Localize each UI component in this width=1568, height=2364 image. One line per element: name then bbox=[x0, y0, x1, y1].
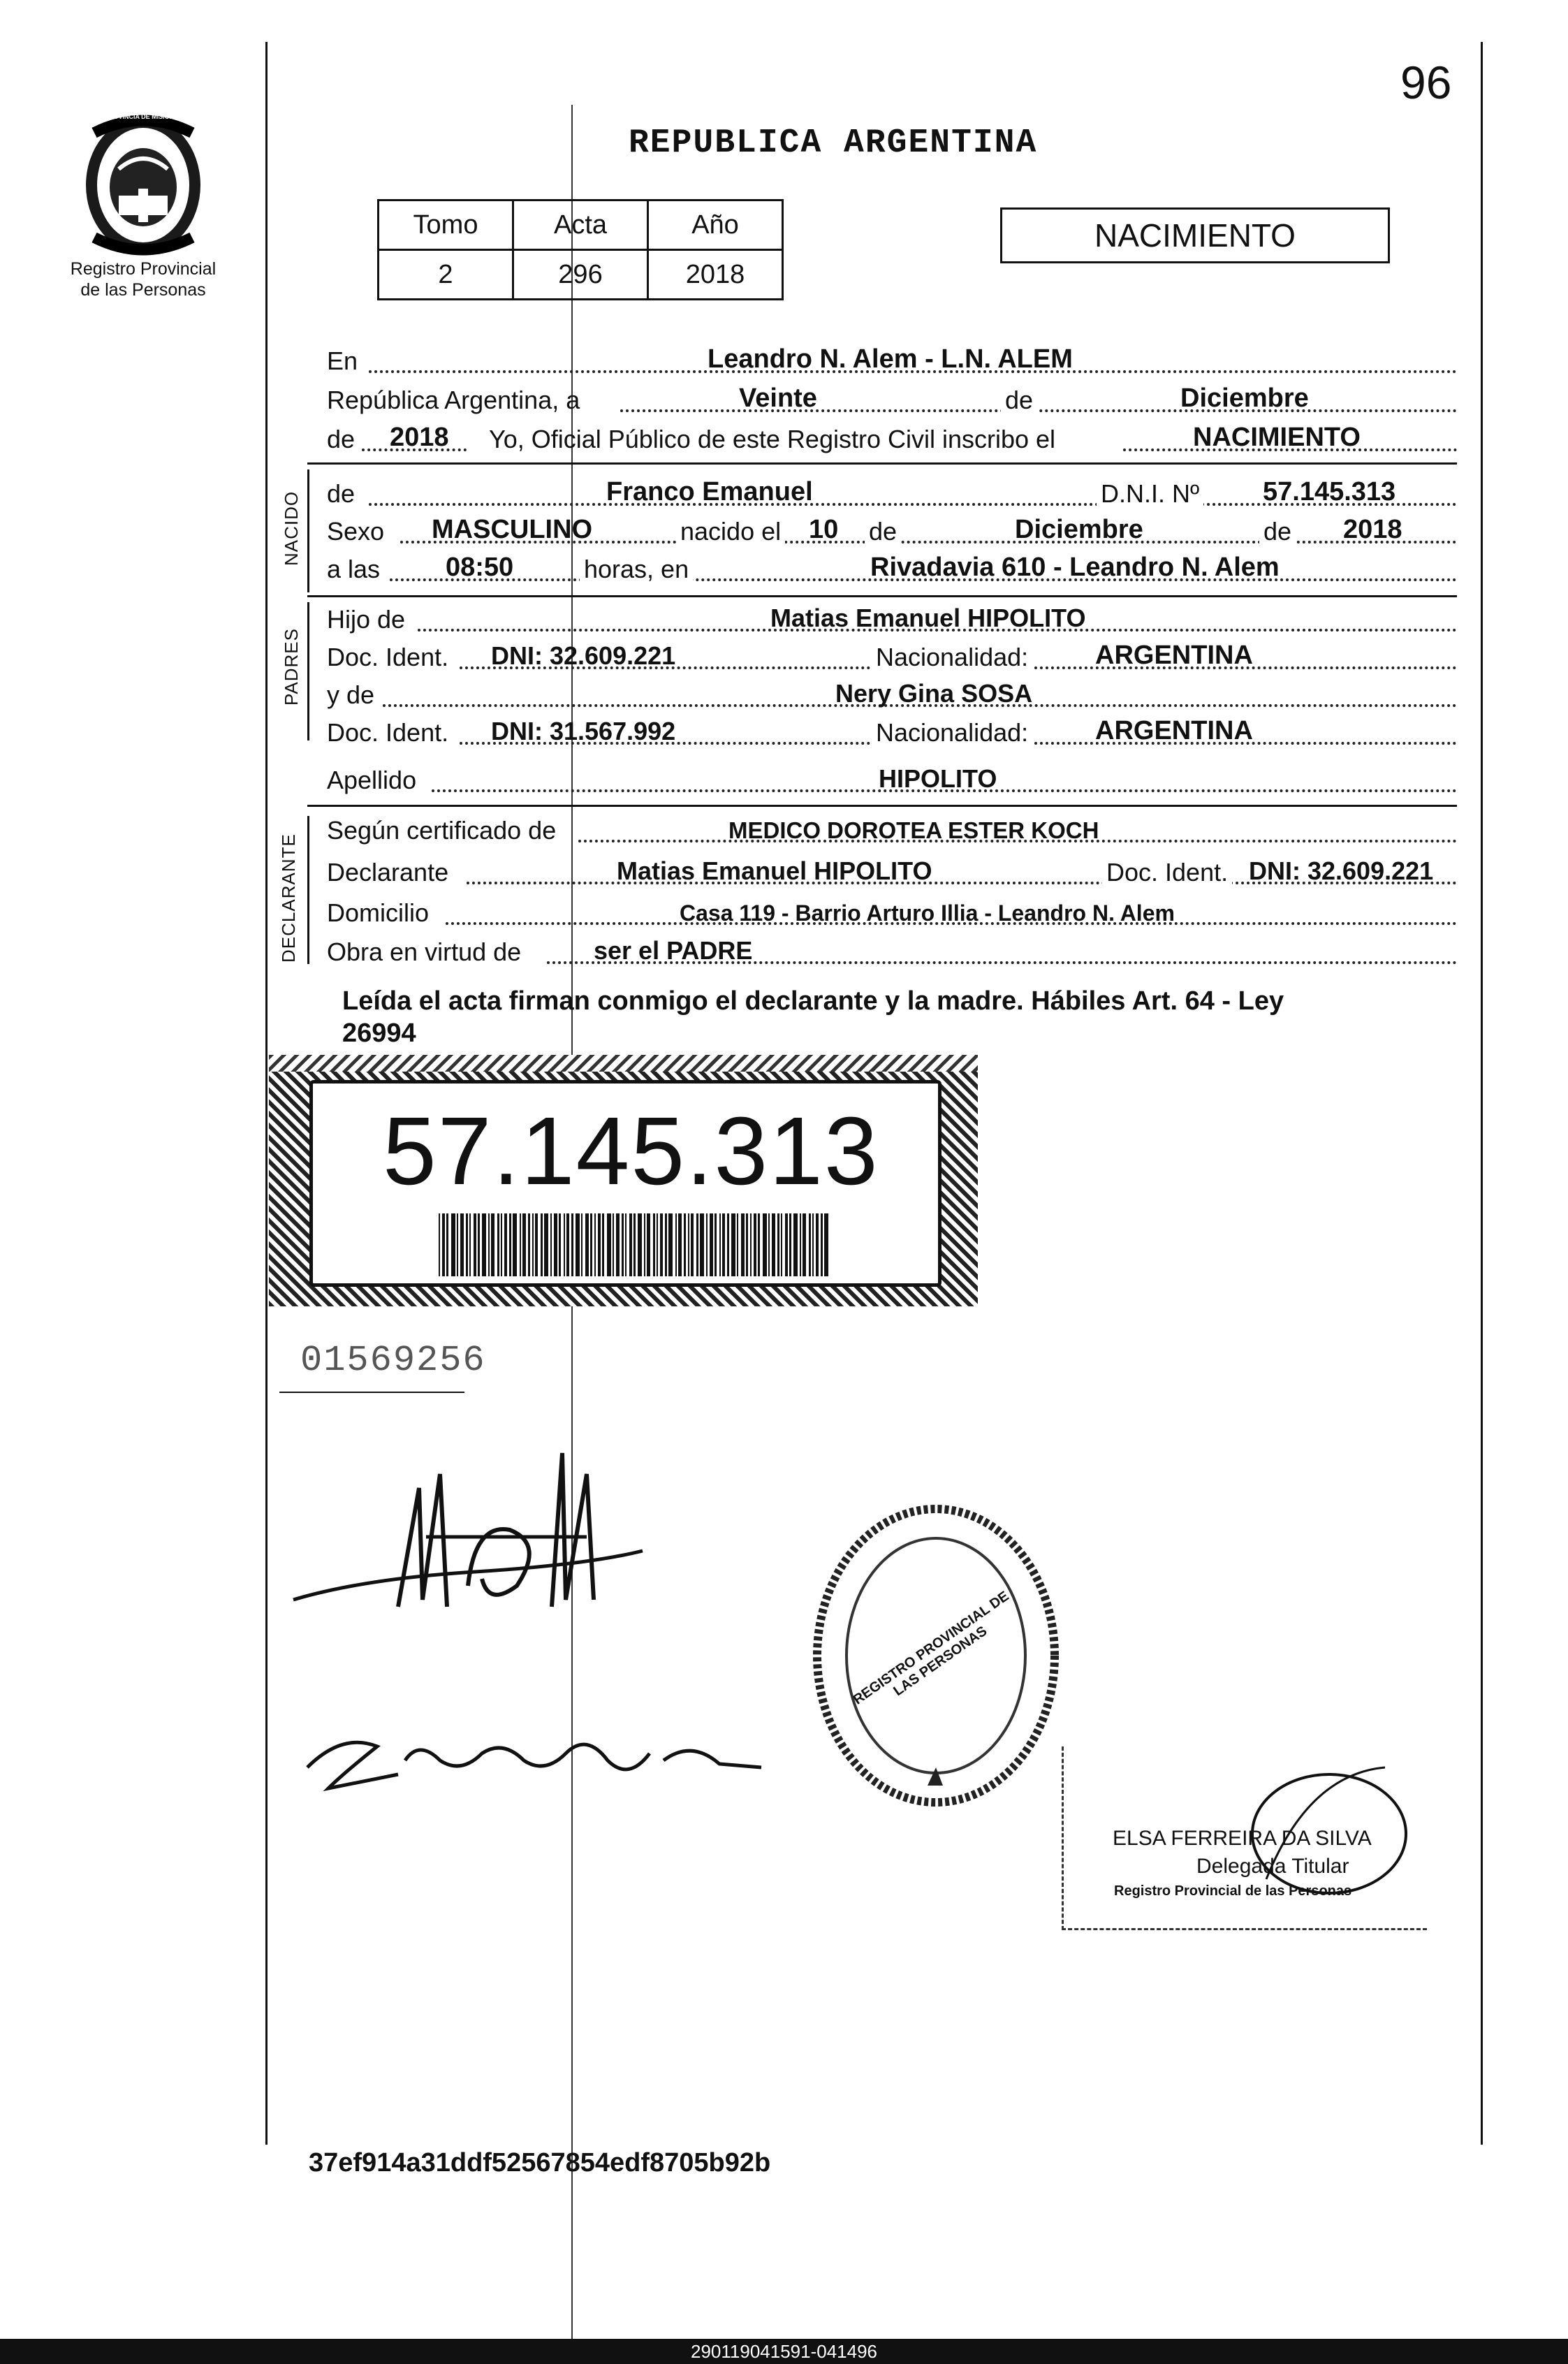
barcode-bar bbox=[824, 1213, 828, 1276]
barcode-bar bbox=[812, 1213, 814, 1276]
barcode-bar bbox=[613, 1213, 614, 1276]
label-declarante: Declarante bbox=[327, 858, 449, 886]
footer-code: 290119041591-041496 bbox=[690, 2341, 877, 2362]
barcode-bar bbox=[758, 1213, 760, 1276]
value-birth-month: Diciembre bbox=[1015, 515, 1143, 544]
label-sexo: Sexo bbox=[327, 517, 385, 546]
barcode-bar bbox=[684, 1213, 686, 1276]
value-month: Diciembre bbox=[1180, 384, 1309, 413]
barcode-bar bbox=[457, 1213, 458, 1276]
barcode-bar bbox=[789, 1213, 791, 1276]
barcode-bar bbox=[754, 1213, 756, 1276]
section-bracket-padres bbox=[307, 602, 309, 740]
row-mother-doc bbox=[327, 714, 1457, 753]
row-declarante bbox=[327, 854, 1457, 893]
section-declarante-label: DECLARANTE bbox=[278, 833, 299, 963]
barcode-bar bbox=[688, 1213, 689, 1276]
barcode-bar bbox=[777, 1213, 779, 1276]
table-value-acta: 296 bbox=[513, 250, 648, 300]
barcode-bar bbox=[675, 1213, 677, 1276]
barcode-bar bbox=[731, 1213, 735, 1276]
label-horas: horas, en bbox=[580, 555, 693, 584]
value-place: Leandro N. Alem - L.N. ALEM bbox=[708, 344, 1073, 374]
barcode-bar bbox=[598, 1213, 601, 1276]
label-obra: Obra en virtud de bbox=[327, 937, 522, 966]
value-father-doc: DNI: 32.609.221 bbox=[491, 641, 676, 670]
serial-number: 01569256 bbox=[300, 1340, 486, 1381]
divider bbox=[307, 805, 1457, 807]
value-mother-name: Nery Gina SOSA bbox=[835, 679, 1033, 708]
value-birth-day: 10 bbox=[809, 515, 839, 544]
table-header-tomo: Tomo bbox=[379, 200, 513, 250]
barcode-bar bbox=[564, 1213, 565, 1276]
row-apellido bbox=[327, 761, 1457, 801]
barcode-bar bbox=[482, 1213, 486, 1276]
barcode-bar bbox=[781, 1213, 782, 1276]
value-birth-place: Rivadavia 610 - Leandro N. Alem bbox=[870, 553, 1280, 582]
section-nacido-label: NACIDO bbox=[281, 490, 302, 566]
barcode-bar bbox=[520, 1213, 521, 1276]
divider bbox=[307, 462, 1457, 465]
dni-sticker bbox=[269, 1055, 978, 1306]
barcode-bar bbox=[607, 1213, 611, 1276]
value-obra: ser el PADRE bbox=[594, 936, 753, 965]
barcode-bar bbox=[785, 1213, 788, 1276]
label-apellido: Apellido bbox=[327, 766, 417, 794]
right-margin-line bbox=[1481, 42, 1483, 2145]
row-obra bbox=[327, 933, 1457, 972]
barcode-bar bbox=[750, 1213, 752, 1276]
serial-underline bbox=[279, 1392, 464, 1393]
left-margin-line bbox=[265, 42, 268, 2145]
value-day-words: Veinte bbox=[739, 384, 817, 413]
barcode-bar bbox=[737, 1213, 738, 1276]
label-de: de bbox=[1001, 386, 1037, 415]
table-value-tomo: 2 bbox=[379, 250, 513, 300]
barcode bbox=[439, 1213, 830, 1276]
label-de-year: de bbox=[327, 425, 356, 453]
barcode-bar bbox=[442, 1213, 445, 1276]
barcode-bar bbox=[501, 1213, 502, 1276]
value-child-dni: 57.145.313 bbox=[1263, 477, 1396, 506]
barcode-bar bbox=[816, 1213, 819, 1276]
label-dni: D.N.I. Nº bbox=[1097, 479, 1203, 509]
barcode-bar bbox=[566, 1213, 569, 1276]
section-bracket-declarante bbox=[307, 816, 309, 964]
page-number: 96 bbox=[1400, 57, 1452, 108]
barcode-bar bbox=[803, 1213, 806, 1276]
barcode-bar bbox=[700, 1213, 704, 1276]
table-header-acta: Acta bbox=[513, 200, 648, 250]
seal-text: PROVINCIA DE MISIONES bbox=[105, 113, 183, 120]
barcode-bar bbox=[541, 1213, 543, 1276]
barcode-bar bbox=[497, 1213, 499, 1276]
row-mother bbox=[327, 676, 1457, 715]
barcode-bar bbox=[466, 1213, 468, 1276]
barcode-bar bbox=[647, 1213, 650, 1276]
barcode-bar bbox=[522, 1213, 526, 1276]
barcode-bar bbox=[657, 1213, 658, 1276]
label-de-month: de bbox=[865, 517, 901, 546]
closing-line1: Leída el acta firman conmigo el declarante y la madre. Hábiles Art. 64 - Ley bbox=[342, 986, 1284, 1016]
barcode-bar bbox=[710, 1213, 713, 1276]
registry-name bbox=[42, 258, 244, 300]
barcode-bar bbox=[590, 1213, 592, 1276]
barcode-bar bbox=[809, 1213, 811, 1276]
closing-line2: 26994 bbox=[342, 1019, 416, 1048]
province-logo bbox=[77, 105, 210, 258]
value-mother-nationality: ARGENTINA bbox=[1095, 716, 1253, 745]
barcode-bar bbox=[509, 1213, 511, 1276]
barcode-bar bbox=[559, 1213, 561, 1276]
barcode-bar bbox=[554, 1213, 557, 1276]
stamp-text: REGISTRO PROVINCIAL DE LAS PERSONAS bbox=[850, 1588, 1012, 1708]
row-certificado bbox=[327, 812, 1457, 851]
barcode-bar bbox=[474, 1213, 476, 1276]
barcode-bar bbox=[488, 1213, 490, 1276]
official-name: ELSA FERREIRA DA SILVA bbox=[1113, 1827, 1372, 1850]
label-domicilio: Domicilio bbox=[327, 898, 430, 927]
value-mother-doc: DNI: 31.567.992 bbox=[491, 717, 676, 745]
registry-name-line1: Registro Provincial bbox=[70, 259, 217, 279]
barcode-bar bbox=[581, 1213, 582, 1276]
document-hash: 37ef914a31ddf52567854edf8705b92b bbox=[309, 2148, 771, 2177]
barcode-bar bbox=[722, 1213, 725, 1276]
registry-name-line2: de las Personas bbox=[80, 280, 206, 300]
value-father-name: Matias Emanuel HIPOLITO bbox=[770, 604, 1086, 632]
official-block bbox=[1062, 1746, 1427, 1930]
barcode-bar bbox=[741, 1213, 745, 1276]
barcode-bar bbox=[665, 1213, 667, 1276]
row-father-doc bbox=[327, 639, 1457, 678]
barcode-bar bbox=[660, 1213, 663, 1276]
value-year: 2018 bbox=[390, 423, 449, 452]
label-doc-mother: Doc. Ident. bbox=[327, 718, 449, 747]
barcode-bar bbox=[616, 1213, 620, 1276]
value-sexo: MASCULINO bbox=[432, 515, 593, 544]
table-header-ano: Año bbox=[648, 200, 783, 250]
value-child-name: Franco Emanuel bbox=[606, 477, 813, 506]
barcode-bar bbox=[439, 1213, 440, 1276]
official-registry: Registro Provincial de las Personas bbox=[1114, 1883, 1352, 1899]
barcode-bar bbox=[696, 1213, 698, 1276]
declarante-signature bbox=[279, 1446, 671, 1628]
barcode-bar bbox=[691, 1213, 694, 1276]
label-de-birth-year: de bbox=[1259, 517, 1296, 546]
row-time-place bbox=[327, 550, 1457, 590]
barcode-bar bbox=[800, 1213, 801, 1276]
section-padres-label: PADRES bbox=[281, 628, 302, 706]
barcode-bar bbox=[719, 1213, 721, 1276]
barcode-bar bbox=[585, 1213, 589, 1276]
barcode-bar bbox=[594, 1213, 596, 1276]
label-doc-declarante: Doc. Ident. bbox=[1102, 858, 1232, 887]
barcode-bar bbox=[571, 1213, 573, 1276]
value-father-nationality: ARGENTINA bbox=[1095, 641, 1253, 670]
label-en: En bbox=[327, 346, 358, 375]
barcode-bar bbox=[768, 1213, 770, 1276]
barcode-bar bbox=[821, 1213, 823, 1276]
barcode-bar bbox=[446, 1213, 448, 1276]
barcode-bar bbox=[491, 1213, 494, 1276]
barcode-bar bbox=[706, 1213, 708, 1276]
barcode-bar bbox=[727, 1213, 729, 1276]
barcode-bar bbox=[550, 1213, 552, 1276]
barcode-bar bbox=[653, 1213, 655, 1276]
barcode-bar bbox=[633, 1213, 636, 1276]
label-hijo-de: Hijo de bbox=[327, 605, 406, 634]
value-birth-year: 2018 bbox=[1343, 515, 1402, 544]
barcode-bar bbox=[715, 1213, 717, 1276]
barcode-bar bbox=[668, 1213, 673, 1276]
barcode-bar bbox=[513, 1213, 517, 1276]
label-nac-mother: Nacionalidad: bbox=[872, 718, 1032, 747]
label-nac-father: Nacionalidad: bbox=[872, 643, 1032, 672]
row-domicilio bbox=[327, 894, 1457, 933]
country-title: REPUBLICA ARGENTINA bbox=[629, 124, 1038, 162]
value-certificado: MEDICO DOROTEA ESTER KOCH bbox=[728, 817, 1099, 843]
row-birth bbox=[327, 513, 1457, 552]
barcode-bar bbox=[478, 1213, 480, 1276]
closing-text bbox=[342, 985, 1474, 1049]
official-role: Delegada Titular bbox=[1196, 1855, 1349, 1878]
barcode-bar bbox=[629, 1213, 632, 1276]
label-certificado: Según certificado de bbox=[327, 816, 557, 845]
barcode-bar bbox=[576, 1213, 580, 1276]
barcode-bar bbox=[451, 1213, 455, 1276]
row-date bbox=[327, 381, 1457, 421]
label-y-de: y de bbox=[327, 680, 375, 709]
value-time: 08:50 bbox=[446, 553, 514, 582]
barcode-bar bbox=[460, 1213, 464, 1276]
value-domicilio: Casa 119 - Barrio Arturo Illia - Leandro N. Alem bbox=[680, 900, 1175, 926]
barcode-bar bbox=[528, 1213, 530, 1276]
section-bracket-nacido bbox=[307, 469, 309, 592]
row-father bbox=[327, 601, 1457, 640]
barcode-bar bbox=[625, 1213, 627, 1276]
label-a-las: a las bbox=[327, 555, 381, 583]
barcode-bar bbox=[678, 1213, 682, 1276]
value-declarante-name: Matias Emanuel HIPOLITO bbox=[617, 856, 932, 885]
barcode-bar bbox=[602, 1213, 604, 1276]
label-doc-father: Doc. Ident. bbox=[327, 643, 449, 671]
row-child-name bbox=[327, 475, 1457, 514]
barcode-bar bbox=[532, 1213, 534, 1276]
statement-text: Yo, Oficial Público de este Registro Civil inscribo el bbox=[489, 425, 1056, 453]
record-table bbox=[377, 199, 784, 300]
table-value-ano: 2018 bbox=[648, 250, 783, 300]
label-nacido-el: nacido el bbox=[676, 517, 785, 546]
barcode-bar bbox=[793, 1213, 798, 1276]
record-type-box: NACIMIENTO bbox=[1000, 207, 1390, 263]
barcode-bar bbox=[469, 1213, 471, 1276]
barcode-bar bbox=[535, 1213, 538, 1276]
value-declarante-doc: DNI: 32.609.221 bbox=[1249, 856, 1434, 885]
divider bbox=[307, 595, 1457, 597]
barcode-bar bbox=[763, 1213, 767, 1276]
row-place bbox=[327, 342, 1457, 381]
row-statement bbox=[327, 421, 1457, 460]
barcode-bar bbox=[544, 1213, 548, 1276]
barcode-bar bbox=[504, 1213, 507, 1276]
barcode-bar bbox=[638, 1213, 642, 1276]
official-stamp bbox=[810, 1502, 1062, 1809]
label-republica: República Argentina, a bbox=[327, 386, 580, 414]
value-record-kind: NACIMIENTO bbox=[1193, 423, 1361, 452]
dni-sticker-number: 57.145.313 bbox=[383, 1097, 879, 1205]
barcode-bar bbox=[772, 1213, 775, 1276]
barcode-bar bbox=[622, 1213, 624, 1276]
barcode-bar bbox=[644, 1213, 645, 1276]
value-apellido: HIPOLITO bbox=[879, 764, 997, 793]
mother-signature bbox=[300, 1698, 775, 1802]
barcode-bar bbox=[746, 1213, 748, 1276]
label-de-name: de bbox=[327, 479, 356, 508]
